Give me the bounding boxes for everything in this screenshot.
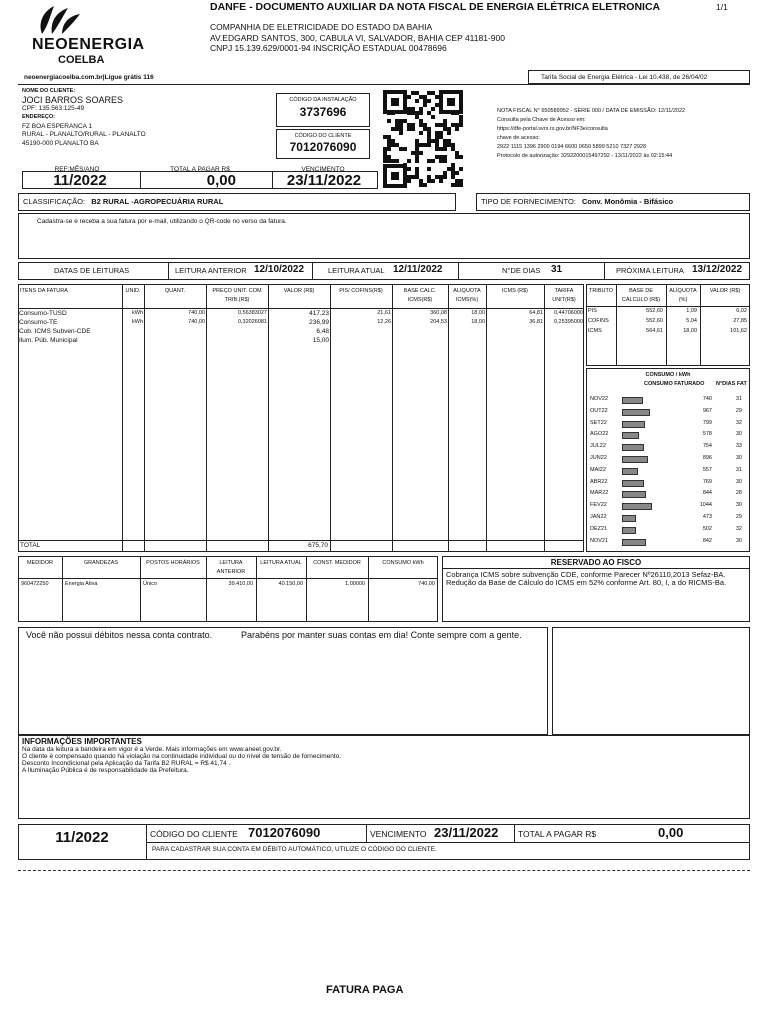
consumption-bar — [622, 432, 639, 439]
items-header: BASE CALC. ICMS(R$) — [403, 288, 437, 303]
items-header: ICMS (R$) — [502, 288, 528, 294]
consumption-month: MAR22 — [590, 490, 609, 497]
consumption-bar — [622, 409, 650, 416]
logo-text: NEOENERGIA — [32, 36, 145, 53]
items-total: 675,70 — [308, 542, 328, 549]
consumption-month: JAN22 — [590, 514, 607, 520]
items-header: VALOR (R$) — [283, 288, 315, 294]
meter-cell: Único — [143, 581, 158, 587]
consumption-bar — [622, 491, 646, 498]
consumption-kwh: 799 — [702, 419, 712, 426]
consumption-days: 30 — [735, 478, 742, 485]
fisco-text1: Cobrança ICMS sobre subvenção CDE, conforme Parecer Nº26110,2013 Sefaz-BA. — [446, 570, 726, 579]
items-header: UNID. — [125, 288, 141, 294]
items-total-label: TOTAL — [20, 542, 41, 549]
consumption-month: JUN22 — [590, 455, 607, 461]
page-number: 1/1 — [716, 2, 728, 12]
consumption-bar — [622, 539, 646, 546]
footer-client-label: CÓDIGO DO CLIENTE — [150, 829, 238, 839]
items-cell: 417,23 — [309, 310, 329, 317]
items-header: PREÇO UNIT. COM TRIB.(R$) — [212, 288, 262, 303]
supply-value: Conv. Monômia - Bifásico — [581, 197, 674, 206]
consumption-month: NOV22 — [590, 396, 609, 402]
classification-value: B2 RURAL -AGROPECUÁRIA RURAL — [91, 197, 224, 206]
items-cell: kWh — [132, 310, 143, 316]
consumption-days: 33 — [735, 443, 742, 450]
consumption-month: SET22 — [590, 419, 607, 426]
tariff-note: Tarifa Social de Energia Elétrica - Lei 10.438, de 26/04/02 — [528, 70, 750, 84]
logo-leaves-icon — [34, 4, 84, 36]
due-value: 23/11/2022 — [286, 172, 362, 189]
meter-cell: Energia Ativa — [65, 581, 98, 587]
company-address: AV.EDGARD SANTOS, 300, CABULA VI, SALVADOR, BAHIA CEP 41181-900 — [210, 33, 505, 43]
tax-cell: 552,60 — [646, 318, 663, 324]
doc-title: DANFE - DOCUMENTO AUXILIAR DA NOTA FISCAL DE ENERGIA ELÉTRICA ELETRONICA — [210, 1, 661, 13]
site-link[interactable]: neoenergiacoelba.com.br|Ligue grátis 116 — [24, 74, 154, 81]
classification-label: CLASSIFICAÇÃO: — [23, 197, 86, 206]
tax-header: VALOR (R$) — [709, 288, 741, 294]
consumption-kwh: 769 — [702, 478, 712, 485]
items-cell: 236,99 — [309, 319, 329, 326]
company-ids: CNPJ 15.139.629/0001-94 INSCRIÇÃO ESTADUAL 00478696 — [210, 43, 447, 53]
meter-header: MEDIDOR — [27, 560, 53, 566]
footer-due: 23/11/2022 — [434, 825, 499, 840]
consumption-bar — [622, 421, 645, 428]
consumption-bar — [622, 503, 652, 510]
paid-stamp: FATURA PAGA — [326, 984, 404, 996]
qr-code[interactable] — [383, 90, 463, 188]
consumption-kwh: 740 — [702, 396, 712, 402]
tax-cell: 564,61 — [646, 328, 663, 334]
footer-debit-note: PARA CADASTRAR SUA CONTA EM DÉBITO AUTOMÁTICO, UTILIZE O CÓDIGO DO CLIENTE. — [152, 846, 437, 853]
consumption-col1: CONSUMO FATURADO — [644, 381, 705, 387]
consumption-title: CONSUMO / kWh — [645, 372, 691, 378]
client-address1: FZ BOA ESPERANCA 1 — [22, 123, 93, 130]
items-cell: 15,00 — [312, 337, 329, 344]
qr-code-icon — [383, 90, 463, 188]
header-rule — [18, 84, 750, 85]
items-cell: 0,44706000 — [553, 310, 583, 316]
info-title: INFORMAÇÕES IMPORTANTES — [22, 737, 142, 746]
items-cell: 740,00 — [188, 310, 205, 316]
consumption-bar — [622, 397, 643, 404]
tax-col-divider — [700, 284, 701, 366]
prev-reading: 12/10/2022 — [254, 264, 305, 275]
info-line2: O cliente é compensado quando há violação na continuidade individual ou do nível de tensão de fornecimento. — [22, 753, 342, 760]
client-address2: RURAL - PLANALTO/RURAL - PLANALTO — [22, 131, 146, 138]
tax-cell: 101,62 — [730, 328, 747, 334]
consumption-kwh: 473 — [702, 514, 712, 520]
consumption-days: 29 — [735, 514, 742, 520]
items-cell: 64,81 — [529, 310, 543, 316]
items-cell: Ilum. Púb. Municipal — [19, 337, 78, 344]
consumption-days: 32 — [735, 525, 742, 532]
fiscal-info — [497, 107, 685, 161]
client-code-label: CÓDIGO DO CLIENTE — [294, 133, 352, 139]
readings-label: DATAS DE LEITURAS — [54, 266, 130, 275]
fisco-text2: Redução da Base de Cálculo do ICMS em 52% conforme Art. 80, I, a do RICMS-Ba. — [446, 578, 727, 587]
tax-header: TRIBUTO — [588, 288, 614, 294]
items-cell: 21,61 — [377, 310, 391, 316]
consumption-days: 30 — [735, 502, 742, 509]
client-cpf: CPF: 135.563.125-49 — [22, 105, 85, 112]
classification-box — [18, 193, 456, 211]
meter-cell: 39.410,00 — [228, 581, 253, 587]
consumption-kwh: 754 — [702, 443, 712, 450]
company-name: COMPANHIA DE ELETRICIDADE DO ESTADO DA BAHIA — [210, 22, 433, 32]
meter-header: GRANDEZAS — [83, 560, 119, 566]
consumption-month: DEZ21 — [590, 525, 608, 532]
days-label: N°DE DIAS — [502, 266, 541, 275]
consumption-kwh: 967 — [702, 407, 712, 414]
items-header: PIS/ COFINS(R$) — [339, 288, 383, 294]
meter-header: CONSUMO kWh — [382, 560, 424, 566]
consumption-days: 29 — [735, 407, 742, 414]
consumption-bar — [622, 456, 648, 463]
consumption-bar — [622, 444, 644, 451]
consumption-days: 31 — [735, 396, 742, 402]
items-cell: 0,32026081 — [237, 319, 267, 325]
tax-cell: COFINS — [588, 318, 609, 324]
items-header: QUANT. — [164, 288, 186, 294]
consumption-month: OUT22 — [590, 407, 608, 414]
items-cell: 360,08 — [430, 310, 447, 316]
items-cell: Consumo-TE — [19, 319, 58, 326]
tax-cell: 18,00 — [683, 328, 697, 334]
info-line3: Desconto Incondicional pela Aplicação da Tarifa B2 RURAL = R$ 41,74 . — [22, 760, 231, 767]
notice-text: Cadastra-se e receba a sua fatura por e-mail, utilizando o QR-code no verso da fatura. — [37, 218, 287, 225]
install-code-label: CÓDIGO DA INSTALAÇÃO — [289, 97, 357, 103]
consumption-days: 30 — [735, 455, 742, 461]
tax-cell: ICMS — [588, 328, 602, 334]
consumption-month: NOV21 — [590, 537, 609, 544]
meter-cell: 40.150,00 — [278, 581, 303, 587]
consumption-month: JUL22 — [590, 443, 606, 450]
ref-label: REF:MÊS/ANO — [54, 166, 100, 173]
client-address3: 45190-000 PLANALTO BA — [22, 140, 99, 147]
prev-reading-label: LEITURA ANTERIOR — [175, 266, 247, 275]
consumption-kwh: 842 — [702, 537, 712, 544]
tax-header: BASE DE CÁLCULO (R$) — [621, 288, 661, 303]
consumption-days: 30 — [735, 431, 742, 438]
items-cell: 12,26 — [377, 319, 391, 325]
consumption-col2: N°DIAS FAT — [716, 381, 747, 387]
tax-cell: PIS — [588, 308, 597, 314]
consumption-bar — [622, 468, 638, 475]
consumption-kwh: 557 — [702, 466, 712, 473]
curr-reading-label: LEITURA ATUAL — [328, 266, 385, 275]
items-cell: kWh — [132, 319, 143, 325]
items-cell: 204,53 — [430, 319, 447, 325]
tax-cell: 5,04 — [686, 318, 697, 324]
footer-ref: 11/2022 — [55, 829, 109, 846]
meter-header: LEITURA ATUAL — [260, 560, 302, 566]
curr-reading: 12/11/2022 — [393, 264, 443, 275]
install-code-box — [276, 93, 370, 127]
meter-header: LEITURA ANTERIOR — [216, 560, 246, 575]
consumption-kwh: 1044 — [699, 502, 712, 509]
meter-cell: 1,00000 — [345, 581, 365, 587]
total-value: 0,00 — [206, 172, 236, 189]
logo — [28, 4, 148, 68]
fisco-title: RESERVADO AO FISCO — [550, 558, 642, 567]
client-name-label: NOME DO CLIENTE: — [22, 88, 76, 94]
next-reading: 13/12/2022 — [692, 264, 743, 275]
next-reading-label: PRÓXIMA LEITURA — [616, 266, 684, 275]
items-cell: 6,48 — [316, 328, 329, 335]
items-cell: Cob. ICMS Subven-CDE — [19, 328, 91, 335]
meter-header: POSTOS HORÁRIOS — [146, 560, 200, 566]
access-key: 2922 1115 1396 2900 0194 6600 0650 5899 5210 7327 2928 — [497, 144, 647, 150]
days-value: 31 — [551, 264, 563, 275]
client-name: JOCI BARROS SOARES — [22, 95, 124, 105]
footer-due-label: VENCIMENTO — [370, 829, 427, 839]
consumption-bar — [622, 515, 636, 522]
cut-line — [18, 870, 750, 871]
tax-header: ALÍQUOTA (%) — [669, 288, 697, 303]
access-key-label: chave de acesso: — [497, 135, 540, 141]
tax-cell: 27,85 — [733, 318, 747, 324]
info-line1: Na data da leitura a bandeira em vigor é a Verde. Mais informações em www.aneel.gov.br. — [22, 746, 282, 753]
consumption-bar — [622, 480, 644, 487]
ref-value: 11/2022 — [53, 172, 107, 189]
items-cell: 0,56383027 — [237, 310, 267, 316]
notice-box — [18, 213, 750, 259]
client-address-label: ENDEREÇO: — [22, 114, 56, 120]
consumption-kwh: 502 — [702, 525, 712, 532]
items-cell: 36,81 — [529, 319, 543, 325]
due-label: VENCIMENTO — [301, 166, 345, 173]
consult-url[interactable]: https://dfe-portal.svrs.rs.gov.br/NF3e/consulta — [497, 126, 608, 132]
items-cell: 18,00 — [471, 310, 485, 316]
supply-box — [476, 193, 750, 211]
debt-message: Você não possui débitos nessa conta contrato. — [26, 630, 213, 640]
consumption-kwh: 844 — [702, 490, 712, 497]
nf-number: NOTA FISCAL N° 650589952 - SÉRIE 000 / DATA DE EMISSÃO: 12/11/2022 — [497, 108, 686, 114]
client-code-box — [276, 129, 370, 159]
tax-cell: 552,60 — [646, 308, 663, 314]
meter-cell: 740,00 — [418, 581, 435, 587]
tax-cell: 6,02 — [736, 308, 747, 314]
congrats-message: Parabéns por manter suas contas em dia! Conte sempre com a gente. — [241, 630, 522, 640]
items-cell: 740,00 — [188, 319, 205, 325]
side-box — [552, 627, 750, 735]
consumption-kwh: 578 — [702, 431, 712, 438]
install-code: 3737696 — [299, 105, 347, 119]
logo-sub: COELBA — [58, 54, 105, 66]
consumption-days: 32 — [735, 419, 742, 426]
consumption-days: 30 — [735, 537, 742, 544]
items-header: ALIQUOTA ICMS(%) — [453, 288, 481, 303]
footer-total-label: TOTAL A PAGAR R$ — [518, 829, 597, 839]
consumption-kwh: 896 — [702, 455, 712, 461]
consumption-days: 28 — [735, 490, 742, 497]
client-code: 7012076090 — [289, 140, 357, 154]
tax-cell: 1,09 — [686, 308, 697, 314]
footer-total: 0,00 — [658, 825, 684, 840]
items-header: ITENS DA FATURA — [20, 288, 68, 294]
items-header: TARIFA UNIT(R$) — [552, 288, 576, 303]
consumption-month: MAI22 — [590, 466, 606, 473]
footer-client: 7012076090 — [248, 825, 321, 840]
consumption-month: AGO22 — [590, 431, 609, 438]
consult-label: Consulta pela Chave de Acesso em: — [497, 117, 586, 123]
consumption-days: 31 — [735, 466, 742, 473]
items-cell: 0,25395000 — [553, 319, 583, 325]
protocol: Protocolo de autorização: 3292200015497292 - 13/11/2022 às 02:15:44 — [497, 153, 673, 159]
meter-cell: 960472250 — [21, 581, 49, 587]
items-cell: 18,00 — [471, 319, 485, 325]
items-cell: Consumo-TUSD — [19, 310, 67, 317]
total-label: TOTAL A PAGAR R$ — [170, 166, 230, 173]
meter-header: CONST. MEDIDOR — [313, 560, 361, 566]
messages-box — [18, 627, 548, 735]
info-line4: A Iluminação Pública é de responsabilidade da Prefeitura. — [22, 767, 189, 774]
consumption-month: ABR22 — [590, 478, 608, 485]
consumption-month: FEV22 — [590, 502, 607, 509]
supply-label: TIPO DE FORNECIMENTO: — [481, 197, 576, 206]
consumption-bar — [622, 527, 636, 534]
